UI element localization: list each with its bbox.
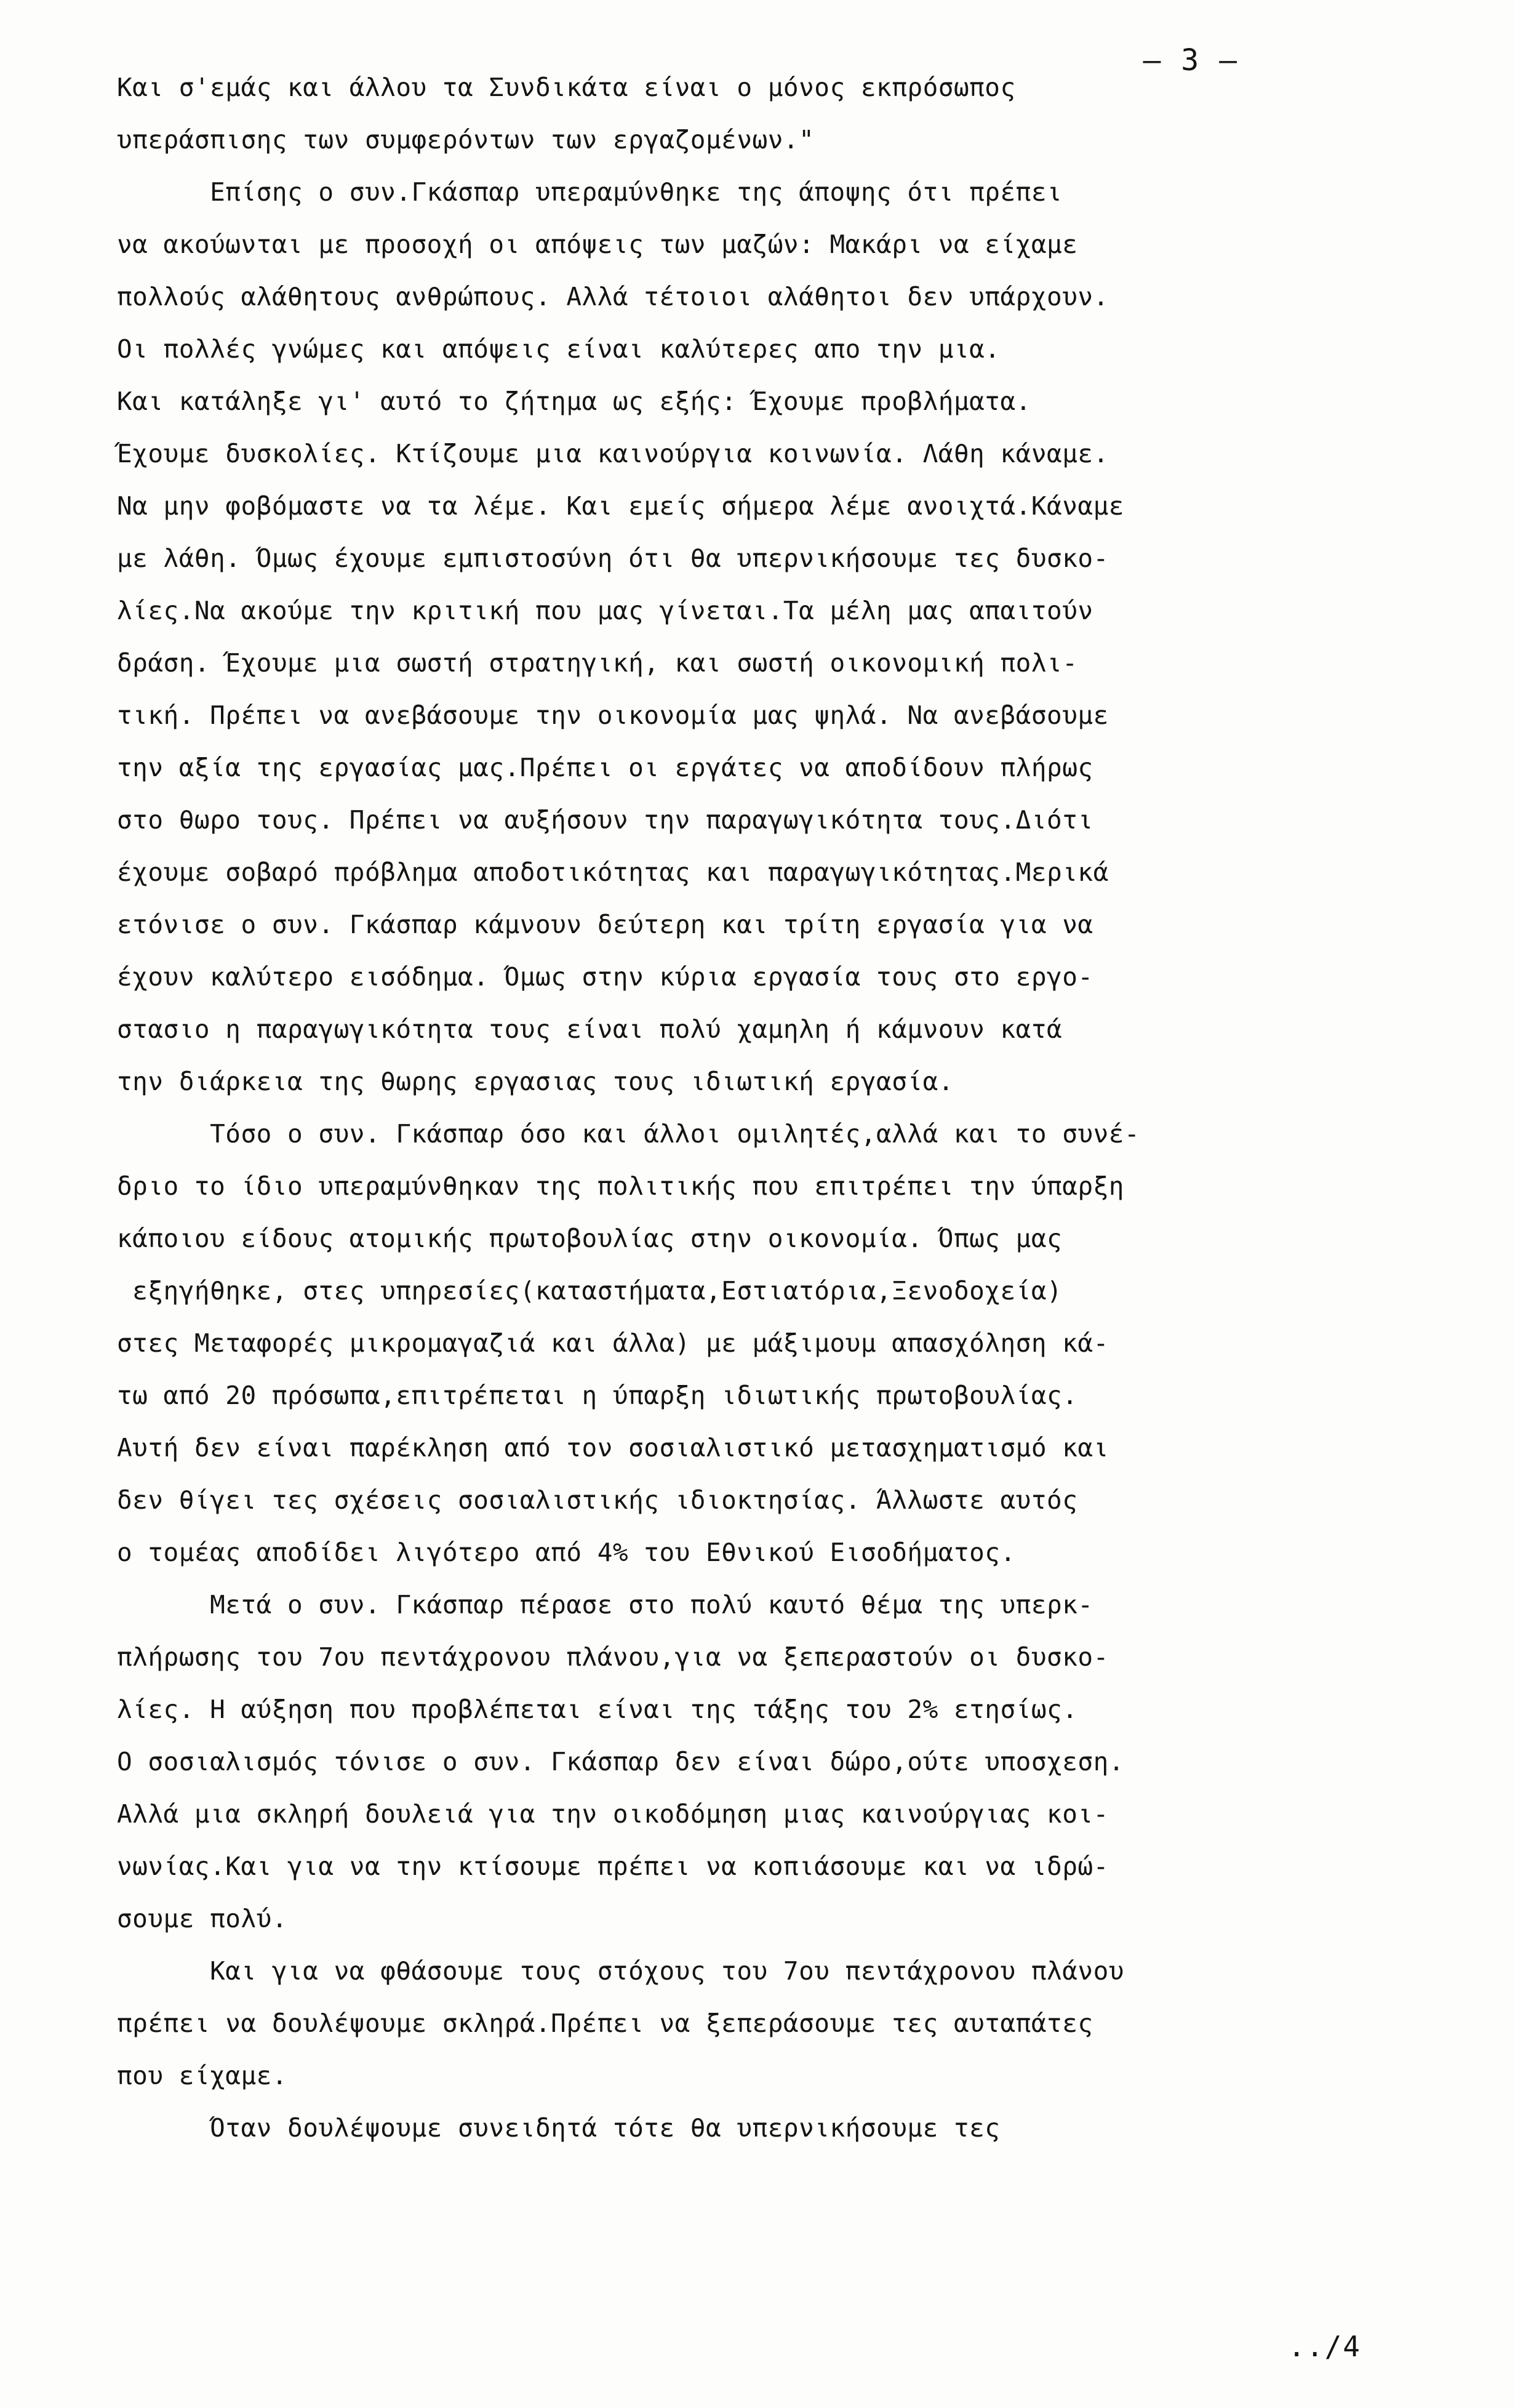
text-line: Οι πολλές γνώμες και απόψεις είναι καλύτερες απο την μια. [117, 334, 1001, 364]
text-line: Μετά ο συν. Γκάσπαρ πέρασε στο πολύ καυτό θέμα της υπερκ- [117, 1590, 1093, 1619]
text-line: που είχαμε. [117, 2061, 288, 2090]
body-text [117, 62, 1354, 2154]
continuation-marker: ../4 [1288, 2330, 1361, 2363]
text-line: ο τομέας αποδίδει λιγότερο από 4% του Εθνικού Εισοδήματος. [117, 1538, 1016, 1567]
text-line: Και σ'εμάς και άλλου τα Συνδικάτα είναι ο μόνος εκπρόσωπος [117, 73, 1016, 102]
text-line: Τόσο ο συν. Γκάσπαρ όσο και άλλοι ομιλητές,αλλά και το συνέ- [117, 1119, 1140, 1149]
text-line: την αξία της εργασίας μας.Πρέπει οι εργάτες να αποδίδουν πλήρως [117, 753, 1093, 782]
text-line: Να μην φοβόμαστε να τα λέμε. Και εμείς σήμερα λέμε ανοιχτά.Κάναμε [117, 491, 1124, 521]
page-number: — 3 — [1143, 43, 1238, 78]
text-line: έχουμε σοβαρό πρόβλημα αποδοτικότητας και παραγωγικότητας.Μερικά [117, 857, 1109, 887]
text-line: δεν θίγει τες σχέσεις σοσιαλιστικής ιδιοκτησίας. Άλλωστε αυτός [117, 1485, 1078, 1515]
text-line: δράση. Έχουμε μια σωστή στρατηγική, και σωστή οικονομική πολι- [117, 648, 1078, 678]
text-line: Όταν δουλέψουμε συνειδητά τότε θα υπερνικήσουμε τες [117, 2113, 1001, 2143]
text-line: πλήρωσης του 7ου πεντάχρονου πλάνου,για να ξεπεραστούν οι δυσκο- [117, 1642, 1109, 1672]
text-line: λίες.Να ακούμε την κριτική που μας γίνεται.Τα μέλη μας απαιτούν [117, 596, 1093, 625]
text-line: Και για να φθάσουμε τους στόχους του 7ου πεντάχρονου πλάνου [117, 1956, 1124, 1986]
text-line: Επίσης ο συν.Γκάσπαρ υπεραμύνθηκε της άποψης ότι πρέπει [117, 177, 1063, 207]
text-line: τω από 20 πρόσωπα,επιτρέπεται η ύπαρξη ιδιωτικής πρωτοβουλίας. [117, 1381, 1078, 1410]
text-line: Έχουμε δυσκολίες. Κτίζουμε μια καινούργια κοινωνία. Λάθη κάναμε. [117, 439, 1109, 468]
text-line: στες Μεταφορές μικρομαγαζιά και άλλα) με μάξιμουμ απασχόληση κά- [117, 1328, 1109, 1358]
text-line: πρέπει να δουλέψουμε σκληρά.Πρέπει να ξεπεράσουμε τες αυταπάτες [117, 2009, 1093, 2038]
text-line: στο θωρο τους. Πρέπει να αυξήσουν την παραγωγικότητα τους.Διότι [117, 805, 1093, 835]
text-line: με λάθη. Όμως έχουμε εμπιστοσύνη ότι θα υπερνικήσουμε τες δυσκο- [117, 544, 1109, 573]
text-line: νωνίας.Και για να την κτίσουμε πρέπει να κοπιάσουμε και να ιδρώ- [117, 1852, 1109, 1881]
text-line: έχουν καλύτερο εισόδημα. Όμως στην κύρια εργασία τους στο εργο- [117, 962, 1093, 992]
text-line: Και κατάληξε γι' αυτό το ζήτημα ως εξής: Έχουμε προβλήματα. [117, 387, 1031, 416]
text-line: τική. Πρέπει να ανεβάσουμε την οικονομία μας ψηλά. Να ανεβάσουμε [117, 700, 1109, 730]
text-line: υπεράσπισης των συμφερόντων των εργαζομένων." [117, 125, 815, 155]
text-line: Ο σοσιαλισμός τόνισε ο συν. Γκάσπαρ δεν είναι δώρο,ούτε υποσχεση. [117, 1747, 1124, 1776]
text-line: στασιο η παραγωγικότητα τους είναι πολύ χαμηλη ή κάμνουν κατά [117, 1014, 1063, 1044]
text-line: δριο το ίδιο υπεραμύνθηκαν της πολιτικής που επιτρέπει την ύπαρξη [117, 1171, 1124, 1201]
text-line: κάποιου είδους ατομικής πρωτοβουλίας στην οικονομία. Όπως μας [117, 1224, 1063, 1253]
text-line: πολλούς αλάθητους ανθρώπους. Αλλά τέτοιοι αλάθητοι δεν υπάρχουν. [117, 282, 1109, 311]
text-line: Αλλά μια σκληρή δουλειά για την οικοδόμηση μιας καινούργιας κοι- [117, 1799, 1109, 1829]
text-line: ετόνισε ο συν. Γκάσπαρ κάμνουν δεύτερη και τρίτη εργασία για να [117, 910, 1093, 939]
text-line: εξηγήθηκε, στες υπηρεσίες(καταστήματα,Εστιατόρια,Ξενοδοχεία) [117, 1276, 1063, 1306]
text-line: λίες. Η αύξηση που προβλέπεται είναι της τάξης του 2% ετησίως. [117, 1695, 1078, 1724]
text-line: Αυτή δεν είναι παρέκληση από τον σοσιαλιστικό μετασχηματισμό και [117, 1433, 1109, 1463]
text-line: να ακούωνται με προσοχή οι απόψεις των μαζών: Μακάρι να είχαμε [117, 230, 1078, 259]
text-line: σουμε πολύ. [117, 1904, 288, 1933]
text-line: την διάρκεια της θωρης εργασιας τους ιδιωτική εργασία. [117, 1067, 954, 1096]
